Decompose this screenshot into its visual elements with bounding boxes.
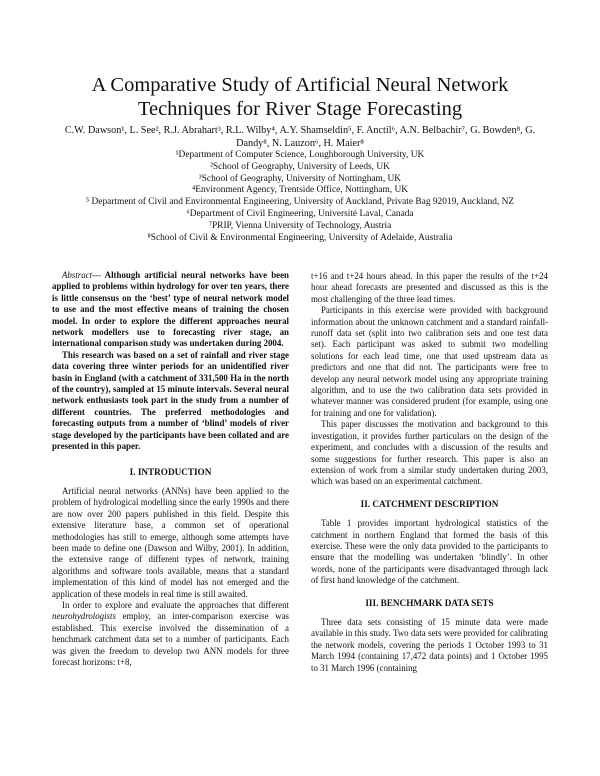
section-heading-catchment: II. CATCHMENT DESCRIPTION — [360, 498, 499, 509]
benchmark-paragraph-1: Three data sets consisting of 15 minute data were made available in this study. Two data sets were provided for calibrating the network models, covering the periods 1 October 1993 to 31 March 1994 (containing 17,472 data points) and 1 October 1995 to 31 March 1996 (containing — [311, 616, 548, 673]
catchment-paragraph-1: Table 1 provides important hydrological statistics of the catchment in northern England that formed the basis of this exercise. These were the only data provided to the participants to ensure that the modelling was undertaken ‘blindly’. In other words, none of the participants were disadvantaged through lack of first hand knowledge of the catchment. — [311, 518, 548, 586]
abstract-text-1: Although artificial neural networks have been applied to problems within hydrology for over ten years, there is little consensus on the ‘best’ type of neural network model to use and the most effective means of training the chosen model. In order to explore the different approaches neural network modellers use to forecasting river stage, an international comparison study was undertaken during 2004. — [52, 270, 289, 349]
affiliation-3: ³School of Geography, University of Nottingham, UK — [198, 173, 402, 184]
affiliations — [20, 150, 580, 244]
intro-paragraph-3: t+16 and t+24 hours ahead. In this paper the results of the t+24 hour ahead forecasts are presented and discussed as this is the most challenging of the three lead times. — [311, 271, 548, 304]
abstract-label: Abstract--- — [62, 270, 101, 280]
authors-line-2: Dandy⁸, N. Lauzon⁶, H. Maier⁸ — [236, 138, 364, 149]
left-column — [52, 270, 289, 668]
intro-paragraph-5: This paper discusses the motivation and background to this investigation, it provides further particulars on the design of the experiment, and concludes with a discussion of the results and some suggestions for further research. This paper is also an extension of work from a similar study undertaken during 2003, which was based on an experimental catchment. — [311, 419, 548, 487]
affiliation-2: ²School of Geography, University of Leeds, UK — [210, 161, 390, 172]
affiliation-7: ⁷PRIP, Vienna University of Technology, Austria — [208, 220, 392, 231]
section-heading-benchmark: III. BENCHMARK DATA SETS — [365, 597, 494, 608]
right-column — [311, 271, 548, 674]
title-line-1: A Comparative Study of Artificial Neural Network — [91, 74, 509, 96]
paper-title — [40, 73, 560, 121]
affiliation-8: ⁸School of Civil & Environmental Engineering, University of Adelaide, Australia — [147, 232, 453, 243]
intro-paragraph-1: Artificial neural networks (ANNs) have been applied to the problem of hydrological modelling since the early 1990s and there are now over 200 papers published in this field. Despite this extensive literature base, a common set of operational methodologies has still to emerge, although some attempts have been made to define one (Dawson and Wilby, 2001). In addition, the extensive range of different types of network, training algorithms and software tools available, means that a standard implementation of this kind of model has not emerged and the application of these models in real time is still awaited. — [52, 485, 289, 599]
abstract-paragraph-1 — [52, 270, 289, 350]
authors-line-1: C.W. Dawson¹, L. See², R.J. Abrahart³, R.L. Wilby⁴, A.Y. Shamseldin⁵, F. Anctil⁶, A.N. Belbachir⁷, G. Bowden⁸, G. — [64, 125, 536, 136]
abstract — [52, 270, 289, 453]
abstract-paragraph-2: This research was based on a set of rainfall and river stage data covering three winter periods for an unidentified river basin in England (with a catchment of 331,500 Ha in the north of the country), sampled at 15 minute intervals. Several neural network enthusiasts took part in the study from a number of different countries. The preferred methodologies and forecasting outputs from a number of ‘blind’ models of river stage developed by the participants have been collated and are presented in this paper. — [52, 349, 289, 452]
intro-paragraph-2-start: In order to explore and evaluate the approaches that different — [62, 599, 289, 610]
section-heading-introduction: I. INTRODUCTION — [129, 466, 212, 477]
affiliation-5: ⁵ Department of Civil and Environmental Engineering, University of Auckland, Private Bag 92019, Auckland, NZ — [85, 197, 515, 208]
intro-paragraph-2-emphasis: neurohydrologists — [52, 611, 116, 622]
affiliation-1: ¹Department of Computer Science, Loughborough University, UK — [175, 150, 425, 160]
intro-paragraph-4: Participants in this exercise were provided with background information about the unknown catchment and a standard rainfall-runoff data set (split into two calibration sets and one test data set). Each participant was asked to submit two modelling solutions for each lead time, one that used upstream data as predictors and one that did not. The participants were free to develop any neural network model using any appropriate training algorithm, and to use the two calibration data sets provided in whatever manner was considered prudent (for example, using one for training and one for validation). — [311, 305, 548, 418]
title-line-2: Techniques for River Stage Forecasting — [137, 98, 463, 120]
affiliation-4: ⁴Environment Agency, Trentside Office, Nottingham, UK — [192, 185, 408, 196]
intro-paragraph-2-end: employ, an inter-comparison exercise was established. This exercise involved the dissemination of a benchmark catchment data set to a number of participants. Each was given the freedom to develop two ANN models for three forecast horizons: t+8, — [52, 611, 289, 667]
affiliation-6: ⁶Department of Civil Engineering, Université Laval, Canada — [186, 208, 414, 219]
intro-paragraph-2 — [52, 600, 289, 668]
author-list — [40, 124, 560, 150]
